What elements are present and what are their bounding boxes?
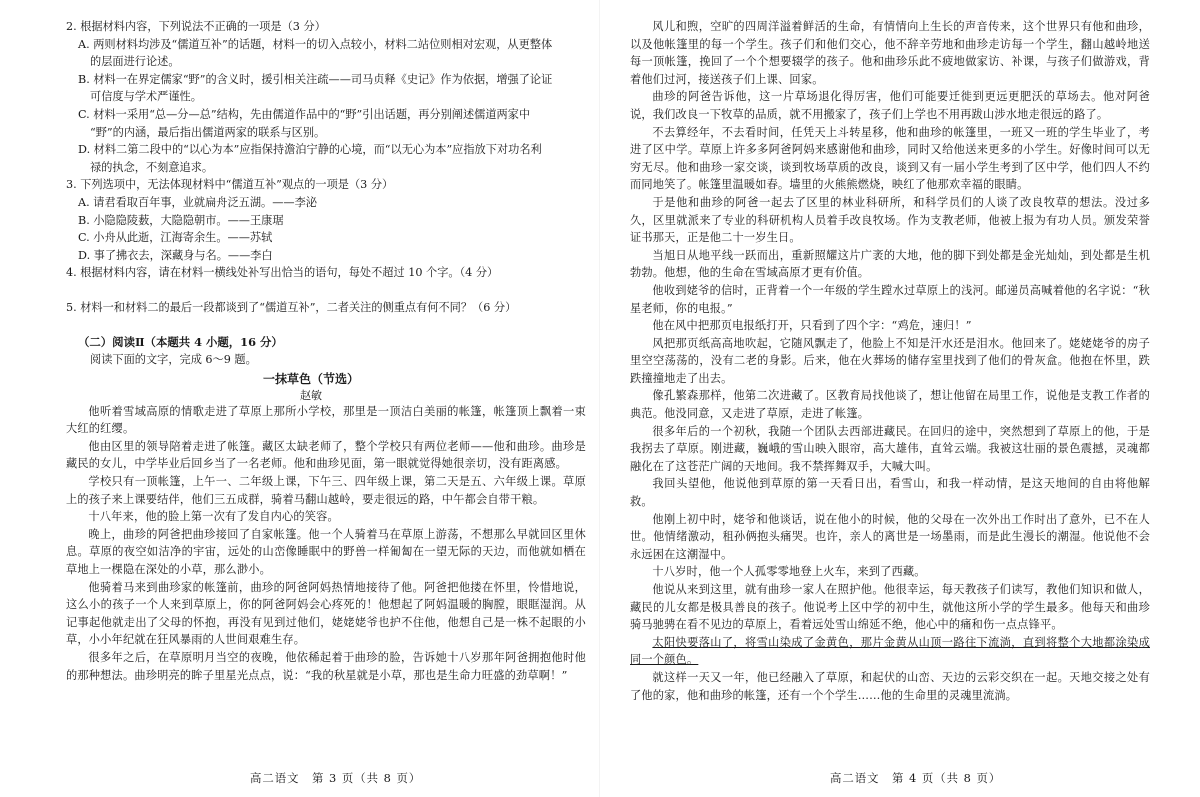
story-paragraph: 就这样一天又一年，他已经融入了草原，和起伏的山峦、天边的云彩交织在一起。天地交接之处有了他的家，他和曲珍的帐篷，还有一个个学生……他的生命里的灵魂里流淌。 xyxy=(630,670,1150,702)
story-paragraph: 十八岁时，他一个人孤零零地登上火车，来到了西藏。 xyxy=(652,565,926,579)
story-paragraph: 当旭日从地平线一跃而出，重新照耀这片广袤的大地，他的脚下到处都是金光灿灿，到处都是生机勃勃。他想，他的生命在雪域高原才更有价值。 xyxy=(630,248,1150,280)
story-paragraph: 像孔繁森那样，他第二次进藏了。区教育局找他谈了，想让他留在局里工作，说他是支教工作者的典范。他没同意，又走进了草原，走进了帐篷。 xyxy=(630,389,1150,421)
story-paragraph: 他听着雪域高原的情歌走进了草原上那所小学校，那里是一顶洁白美丽的帐篷，帐篷顶上飘着一束大红的红缨。 xyxy=(66,404,586,436)
story-paragraph: 很多年后的一个初秋，我随一个团队去西部进藏民。在回归的途中，突然想到了草原上的他，于是我拐去了草原。刚进藏，巍峨的雪山映入眼帘，高大雄伟，直耸云端。我被这壮丽的景色震撼，灵魂都融化在了这苍茫广阔的天地间。我不禁挥舞双手，大喊大叫。 xyxy=(630,424,1150,473)
section-heading: （二）阅读Ⅱ（本题共 4 小题，16 分） xyxy=(78,334,283,349)
story-paragraph: 他说从来到这里，就有曲珍一家人在照护他。他很幸运，每天教孩子们读写，教他们知识和做人，藏民的儿女都是极具善良的孩子。他说考上区中学的初中生，就他这所小学的学生最多。他每天和曲珍骑马驰骋在看不见边的草原上，看着远处雪山绵延不绝，他心中的痛和伤一点点锋平。 xyxy=(630,583,1150,632)
q3-option-d: D. 事了拂衣去，深藏身与名。——李白 xyxy=(78,248,273,262)
q2-option-d-cont: 禄的执念，不刻意追求。 xyxy=(90,160,214,174)
page-footer: 高二语文 第 3 页（共 8 页） xyxy=(250,771,422,785)
story-title: 一抹草色（节选） xyxy=(262,371,359,386)
story-author: 赵敏 xyxy=(300,388,322,402)
q2-option-a: A. 两则材料均涉及“儒道互补”的话题，材料一的切入点较小，材料二站位则相对宏观，从更整体 xyxy=(78,37,553,51)
q3-stem: 3. 下列选项中，无法体现材料中“儒道互补”观点的一项是（3 分） xyxy=(66,178,394,192)
q2-option-d: D. 材料二第二段中的“以心为本”应指保持澹泊宁静的心境，而“以无心为本”应指放下对功名利 xyxy=(78,143,542,157)
story-paragraph: 风把那页纸高高地吹起，它随风飘走了，他脸上不知是汗水还是泪水。他回来了。姥姥姥爷的房子里空空荡荡的，没有二老的身影。后来，他在火葬场的储存室里找到了他们的骨灰盒。他抱在怀里，跌跌撞撞地走了出去。 xyxy=(630,336,1150,385)
q3-option-b: B. 小隐隐陵薮，大隐隐朝市。——王康琚 xyxy=(78,213,284,227)
q2-option-a-cont: 的层面进行论述。 xyxy=(90,55,180,69)
q2-option-b-cont: 可信度与学术严谨性。 xyxy=(90,90,202,104)
q2-option-c: C. 材料一采用“总—分—总”结构，先由儒道作品中的“野”引出话题，再分别阐述儒道两家中 xyxy=(78,107,531,121)
section-instruction: 阅读下面的文字，完成 6～9 题。 xyxy=(90,353,257,367)
q3-option-c: C. 小舟从此逝，江海寄余生。——苏轼 xyxy=(78,231,273,245)
story-paragraph: 他刚上初中时，姥爷和他谈话，说在他小的时候，他的父母在一次外出工作时出了意外，已不在人世。他情绪激动，租孙俩抱头痛哭。也许，亲人的离世是一场墨雨，而是此生漫长的潮湿。他说他不会永远困在这潮湿中。 xyxy=(630,512,1150,561)
story-paragraph: 晚上，曲珍的阿爸把曲珍接回了自家帐篷。他一个人骑着马在草原上游荡，不想那么早就回区里休息。草原的夜空如洁净的宇宙，远处的山峦像睡眠中的野兽一样匍匐在一望无际的天边，而他就如栖在草地上一棵隐在深处的小草，那么渺小。 xyxy=(66,527,586,577)
story-paragraph: 于是他和曲珍的阿爸一起去了区里的林业科研所，和科学员们的人谈了改良牧草的想法。没过多久，区里就派来了专业的科研机构人员着手改良牧场。作为支教老师，他被上报为有功人员。颁发荣誉证书那天，正是他二十一岁生日。 xyxy=(630,195,1150,245)
story-paragraph: 很多年之后，在草原明月当空的夜晚，他依稀起着于曲珍的脸，告诉她十八岁那年阿爸拥抱他时他的那种想法。曲珍明亮的眸子里星光点点，说：“我的秋星就是小草，那也是生命力旺盛的劲草啊！” xyxy=(66,651,586,682)
story-paragraph: 他由区里的领导陪着走进了帐篷。藏区太缺老师了，整个学校只有两位老师——他和曲珍。曲珍是藏民的女儿，中学毕业后回乡当了一名老师。他和曲珍见面，第一眼就觉得她很亲切，没有距离感。 xyxy=(66,439,586,471)
right-page xyxy=(600,0,1200,797)
q5-stem: 5. 材料一和材料二的最后一段都谈到了“儒道互补”，二者关注的侧重点有何不同？（6 分） xyxy=(66,300,517,314)
q3-option-a: A. 请君看取百年事，业就扁舟泛五湖。——李泌 xyxy=(78,195,317,209)
story-paragraph: 他收到姥爷的信时，正背着一个一年级的学生蹚水过草原上的浅河。邮递员高喊着他的名字说：“秋星老师，你的电报。” xyxy=(630,283,1150,315)
q2-option-b: B. 材料一在界定儒家“野”的含义时，援引相关注疏——司马贞释《史记》作为依据，增强了论证 xyxy=(78,72,553,86)
q2-stem: 2. 根据材料内容，下列说法不正确的一项是（3 分） xyxy=(66,20,326,33)
story-paragraph: 不去算经年，不去看时间，任凭天上斗转星移，他和曲珍的帐篷里，一班又一班的学生毕业了，考进了区中学。草原上许多多阿爸阿妈来感谢他和曲珍，同时又给他送来更多的小学生。好像时间可以无穷无尽。他和曲珍一家交谈，谈到牧场草质的改良，谈到又有一届小学生考到了区中学，他们四人不约而同地笑了。帐篷里温暖如春。墙里的火熊熊燃烧，映红了他那欢幸福的眼睛。 xyxy=(630,125,1150,192)
q4-stem: 4. 根据材料内容，请在材料一横线处补写出恰当的语句，每处不超过 10 个字。（4 分） xyxy=(66,266,499,280)
story-paragraph: 风儿和煦，空旷的四周洋溢着鲜活的生命，有情情向上生长的声音传来，这个世界只有他和曲珍，以及他帐篷里的每一个学生。孩子们和他们交心，他不辞辛劳地和曲珍走访每一个学生，翻山越岭地送每一顶帐篷，挽回了一个个想要辍学的孩子。他和曲珍乐此不疲地做家访、补课，与孩子们做游戏，背着他们过河，接送孩子们上课、回家。 xyxy=(630,20,1150,86)
story-paragraph: 十八年来，他的脸上第一次有了发自内心的笑容。 xyxy=(88,510,339,524)
underlined-sentence: 太阳快要落山了，将雪山染成了金黄色，那片金黄从山顶一路往下流淌，直到将整个大地都涂染成同一个颜色。 xyxy=(630,635,1150,667)
story-paragraph-underlined xyxy=(630,634,1150,669)
story-paragraph: 曲珍的阿爸告诉他，这一片草场退化得厉害，他们可能要迁徙到更远更肥沃的草场去。他对阿爸说，我们改良一下牧草的品质，就不用搬家了，孩子们上学也不用再跋山涉水地走很远的路了。 xyxy=(630,90,1150,121)
page-footer: 高二语文 第 4 页（共 8 页） xyxy=(830,771,1002,785)
q2-option-c-cont: “野”的内涵，最后指出儒道两家的联系与区别。 xyxy=(90,125,326,139)
story-paragraph: 他在风中把那页电报纸打开，只看到了四个字：“鸡危，速归！” xyxy=(652,319,972,333)
story-paragraph: 我回头望他，他说他到草原的第一天看日出，看雪山，和我一样动情，是这天地间的自由将他解救。 xyxy=(630,477,1150,509)
story-paragraph: 他骑着马来到曲珍家的帐篷前，曲珍的阿爸阿妈热情地接待了他。阿爸把他搂在怀里，怜惜地说，这么小的孩子一个人来到草原上，你的阿爸阿妈会心疼死的！他想起了阿妈温暖的胸膛，眼眶湿润。从记事起他就走出了父母的怀抱，再没有见到过他们，姥姥姥爷也护不住他，他想自己是一株不起眼的小草，小小年纪就在狂风暴雨的人世间艰难生存。 xyxy=(66,580,586,647)
story-paragraph: 学校只有一顶帐篷，上午一、二年级上课，下午三、四年级上课，第二天是五、六年级上课。草原上的孩子来上课要结伴，他们三五成群，骑着马翻山越岭，要走很远的路，中午都会自带干粮。 xyxy=(66,475,586,506)
